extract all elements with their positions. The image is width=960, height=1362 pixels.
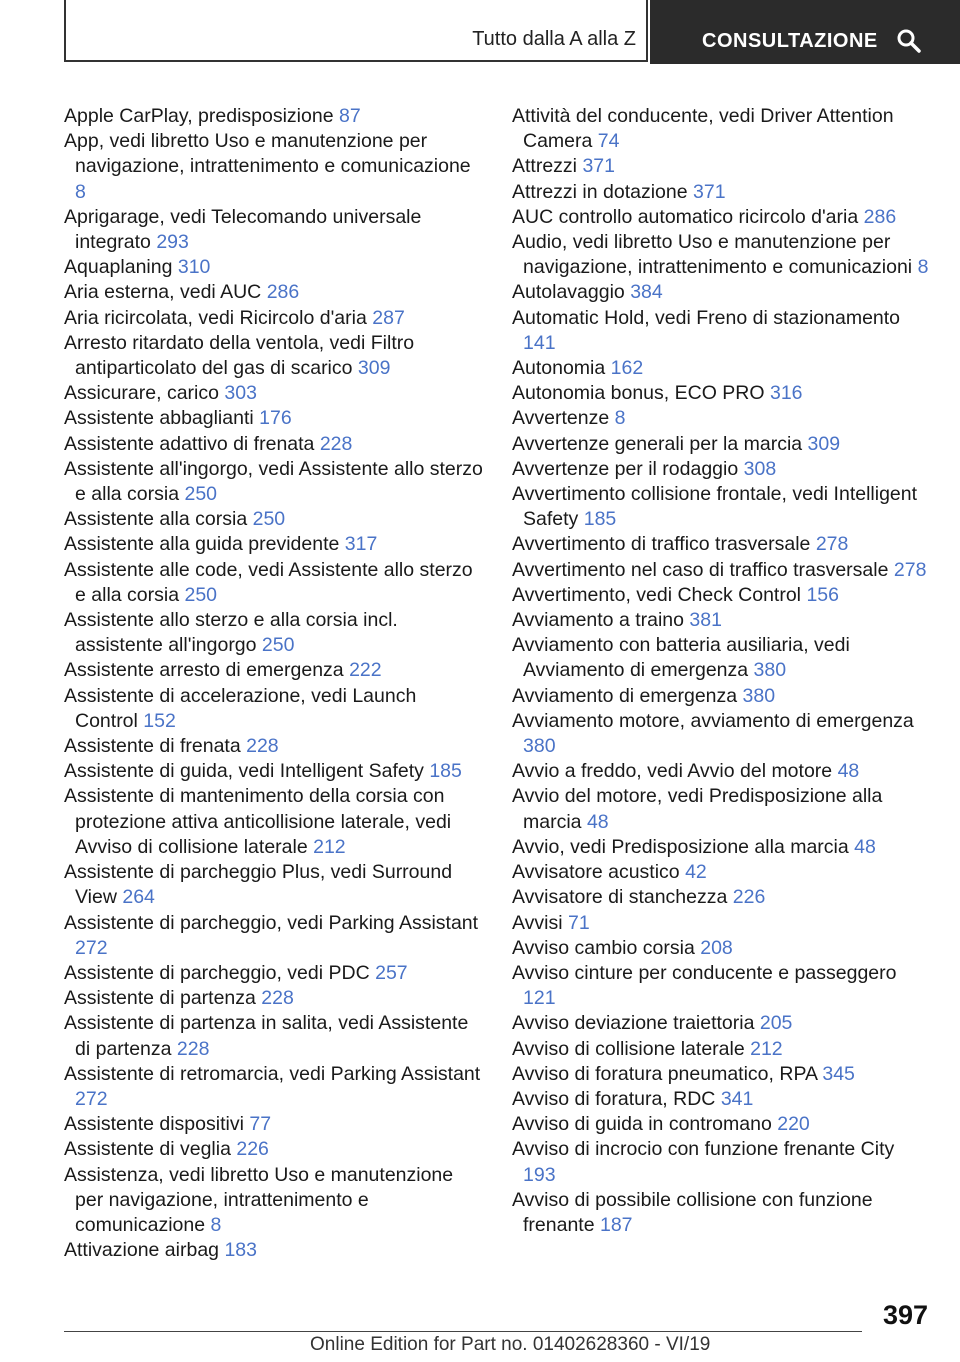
index-entry: [64, 381, 484, 406]
page-reference-link[interactable]: 278: [815, 533, 849, 556]
index-entry: [512, 230, 932, 280]
index-entry: [512, 709, 932, 759]
page-reference-link[interactable]: 384: [630, 281, 663, 304]
entry-term: Apple CarPlay, predisposizione: [64, 105, 334, 127]
entry-term: Assistente di veglia: [64, 1138, 231, 1161]
index-entry: [512, 583, 932, 608]
entry-term: Assistente alla corsia: [64, 508, 248, 531]
index-entry: [64, 684, 484, 734]
index-entry: [512, 936, 932, 961]
index-entry: [512, 356, 932, 381]
index-entry: [64, 558, 484, 608]
entry-term: Assistente alle code, vedi Assistente allo sterzo e alla corsia: [64, 558, 473, 606]
index-entry: [512, 1062, 932, 1087]
page-reference-link[interactable]: 293: [156, 231, 189, 254]
index-entry: [64, 432, 484, 457]
entry-term: Avvisatore di stanchezza: [512, 886, 728, 909]
index-entry: [64, 734, 484, 759]
page-reference-link[interactable]: 272: [75, 936, 108, 959]
entry-term: Avviso di possibile collisione con funzione frenante: [512, 1188, 873, 1236]
page-reference-link[interactable]: 380: [753, 659, 787, 682]
entry-term: Attività del conducente, vedi Driver Attention Camera: [512, 105, 894, 153]
entry-term: Avviso deviazione traiettoria: [512, 1012, 755, 1035]
page-reference-link[interactable]: 380: [742, 684, 776, 707]
entry-term: Assicurare, carico: [64, 382, 219, 405]
entry-term: Assistente all'ingorgo, vedi Assistente allo sterzo e alla corsia: [64, 457, 483, 506]
entry-term: Avvertimento di traffico trasversale: [512, 533, 811, 556]
entry-term: Assistente di parcheggio, vedi PDC: [64, 961, 370, 984]
index-entry: [64, 1238, 484, 1263]
entry-term: Assistente abbaglianti: [64, 407, 254, 430]
entry-term: Assistente di retromarcia, vedi Parking Assistant: [64, 1062, 481, 1085]
entry-term: Avvio, vedi Predisposizione alla marcia: [512, 835, 849, 858]
index-entry: [64, 1062, 484, 1112]
page-reference-link[interactable]: 71: [568, 911, 590, 934]
index-entry: [64, 1163, 484, 1239]
index-entry: [512, 558, 932, 583]
entry-term: Assistente di parcheggio, vedi Parking Assistant: [64, 911, 479, 934]
entry-term: Assistente di parcheggio Plus, vedi Surround View: [64, 861, 453, 909]
page-reference-link[interactable]: 185: [429, 760, 462, 783]
index-column-right: [512, 104, 932, 1238]
index-entry: [512, 432, 932, 457]
entry-term: Avvertenze: [512, 407, 610, 430]
page-reference-link[interactable]: 77: [249, 1113, 272, 1136]
entry-term: Avvio del motore, vedi Predisposizione alla marcia: [512, 785, 883, 833]
entry-term: Avvertenze generali per la marcia: [512, 432, 803, 455]
index-entry: [512, 835, 932, 860]
chapter-label: CONSULTAZIONE: [702, 30, 878, 52]
entry-term: Avviso cinture per conducente e passeggero: [512, 961, 897, 984]
index-entry: [64, 331, 484, 381]
page-reference-link[interactable]: 345: [822, 1062, 855, 1085]
page-reference-link[interactable]: 185: [583, 508, 617, 531]
entry-term: Assistente di guida, vedi Intelligent Safety: [64, 760, 424, 783]
page-reference-link[interactable]: 309: [807, 432, 841, 455]
chapter-tab[interactable]: [650, 0, 960, 64]
index-entry: [512, 784, 932, 834]
entry-term: Autolavaggio: [512, 281, 625, 304]
page-reference-link[interactable]: 316: [769, 382, 803, 405]
search-icon[interactable]: [896, 28, 922, 54]
index-entry: [64, 255, 484, 280]
entry-term: Assistente alla guida previdente: [64, 533, 340, 556]
entry-term: Autonomia: [512, 357, 606, 380]
entry-term: Assistente di partenza: [64, 987, 256, 1010]
index-entry: [64, 961, 484, 986]
page-reference-link[interactable]: 8: [614, 407, 626, 430]
page-reference-link[interactable]: 48: [586, 810, 609, 833]
index-entry: [64, 406, 484, 431]
page-reference-link[interactable]: 250: [184, 583, 218, 606]
entry-term: Avviamento motore, avviamento di emergenza: [512, 709, 914, 732]
page-reference-link[interactable]: 212: [750, 1037, 783, 1060]
index-entry: [512, 381, 932, 406]
index-entry: [64, 911, 484, 961]
index-entry: [64, 608, 484, 658]
page-reference-link[interactable]: 308: [743, 457, 777, 480]
index-entry: [512, 911, 932, 936]
index-entry: [64, 457, 484, 507]
page-reference-link[interactable]: 8: [75, 180, 86, 203]
page-reference-link[interactable]: 162: [610, 357, 644, 380]
page-reference-link[interactable]: 152: [143, 709, 176, 732]
index-entry: [64, 986, 484, 1011]
entry-term: Aria esterna, vedi AUC: [64, 281, 262, 304]
index-entry: [512, 860, 932, 885]
page-reference-link[interactable]: 121: [523, 987, 556, 1010]
page-reference-link[interactable]: 193: [523, 1163, 556, 1186]
page-reference-link[interactable]: 228: [176, 1037, 210, 1060]
page-reference-link[interactable]: 228: [261, 987, 294, 1010]
entry-term: Assistente adattivo di frenata: [64, 432, 315, 455]
page-reference-link[interactable]: 371: [582, 155, 615, 178]
index-entry: [64, 860, 484, 910]
page-reference-link[interactable]: 341: [720, 1087, 754, 1110]
entry-term: Assistente allo sterzo e alla corsia incl. assistente all'ingorgo: [64, 609, 398, 657]
entry-term: Avviamento con batteria ausiliaria, vedi Avviamento di emergenza: [512, 634, 850, 682]
entry-term: Avviso di collisione laterale: [512, 1037, 745, 1060]
entry-term: Aria ricircolata, vedi Ricircolo d'aria: [64, 306, 367, 329]
page-reference-link[interactable]: 303: [224, 382, 257, 405]
index-entry: [64, 532, 484, 557]
entry-term: Assistente di partenza in salita, vedi Assistente di partenza: [64, 1012, 469, 1060]
page-reference-link[interactable]: 278: [893, 558, 927, 581]
entry-term: Avvertimento, vedi Check Control: [512, 583, 802, 606]
index-entry: [64, 759, 484, 784]
index-entry: [64, 1112, 484, 1137]
entry-term: Assistenza, vedi libretto Uso e manutenzione per navigazione, intrattenimento e comunicazione: [64, 1163, 454, 1236]
index-entry: [512, 633, 932, 683]
page-reference-link[interactable]: 309: [357, 357, 391, 380]
index-entry: [512, 1188, 932, 1238]
entry-term: Avvertenze per il rodaggio: [512, 457, 739, 480]
edition-footer: Online Edition for Part no. 01402628360 - VI/19: [310, 1334, 711, 1355]
index-entry: [64, 1137, 484, 1162]
page-reference-link[interactable]: 250: [184, 483, 218, 506]
index-entry: [64, 129, 484, 205]
index-entry: [512, 961, 932, 1011]
index-entry: [64, 280, 484, 305]
page-reference-link[interactable]: 371: [693, 180, 726, 203]
page-reference-link[interactable]: 183: [224, 1239, 257, 1262]
page-reference-link[interactable]: 228: [319, 432, 353, 455]
footer-divider: [64, 1331, 862, 1332]
index-entry: [512, 885, 932, 910]
page-reference-link[interactable]: 141: [523, 331, 556, 354]
page-reference-link[interactable]: 48: [837, 760, 860, 783]
index-entry: [512, 759, 932, 784]
page-reference-link[interactable]: 87: [338, 105, 361, 127]
page-reference-link[interactable]: 380: [523, 735, 556, 758]
page-reference-link[interactable]: 272: [75, 1087, 108, 1110]
page-reference-link[interactable]: 381: [689, 609, 722, 632]
section-tab: [64, 0, 648, 62]
page-reference-link[interactable]: 257: [375, 961, 408, 984]
entry-term: Avviso cambio corsia: [512, 936, 695, 959]
index-entry: [512, 1037, 932, 1062]
page-reference-link[interactable]: 250: [252, 508, 286, 531]
page-reference-link[interactable]: 226: [732, 886, 766, 909]
entry-term: Automatic Hold, vedi Freno di stazionamento: [512, 306, 901, 329]
page-reference-link[interactable]: 176: [259, 407, 292, 430]
index-entry: [512, 684, 932, 709]
entry-term: Attivazione airbag: [64, 1239, 220, 1262]
page-reference-link[interactable]: 287: [372, 306, 405, 329]
entry-term: Assistente di frenata: [64, 735, 241, 758]
entry-term: Autonomia bonus, ECO PRO: [512, 382, 765, 405]
index-entry: [512, 104, 932, 154]
index-entry: [512, 180, 932, 205]
entry-term: Avvisatore acustico: [512, 861, 680, 884]
page-reference-link[interactable]: 220: [777, 1113, 810, 1136]
index-entry: [64, 306, 484, 331]
entry-term: Avvisi: [512, 911, 563, 934]
index-entry: [64, 1011, 484, 1061]
entry-term: Avvertimento nel caso di traffico trasversale: [512, 558, 889, 581]
page-reference-link[interactable]: 264: [122, 886, 155, 909]
page-reference-link[interactable]: 48: [854, 835, 876, 858]
index-entry: [512, 406, 932, 431]
index-entry: [512, 280, 932, 305]
entry-term: Assistente di mantenimento della corsia con protezione attiva anticollisione laterale, vedi Avviso di collisione laterale: [64, 785, 452, 858]
page-reference-link[interactable]: 208: [700, 936, 733, 959]
index-entry: [512, 154, 932, 179]
entry-term: Avviamento a traino: [512, 609, 684, 632]
index-entry: [512, 306, 932, 356]
index-entry: [512, 532, 932, 557]
entry-term: Avvertimento collisione frontale, vedi Intelligent Safety: [512, 483, 918, 531]
page-reference-link[interactable]: 8: [917, 256, 929, 279]
entry-term: Assistente arresto di emergenza: [64, 659, 344, 682]
page-reference-link[interactable]: 156: [806, 583, 839, 606]
index-entry: [64, 658, 484, 683]
page-reference-link[interactable]: 8: [210, 1213, 222, 1236]
index-entry: [512, 482, 932, 532]
page-reference-link[interactable]: 250: [261, 634, 295, 657]
page-reference-link[interactable]: 310: [177, 256, 211, 279]
entry-term: Attrezzi: [512, 155, 578, 178]
index-entry: [512, 457, 932, 482]
entry-term: Avviso di guida in contromano: [512, 1113, 772, 1136]
entry-term: Avvio a freddo, vedi Avvio del motore: [512, 760, 833, 783]
page-reference-link[interactable]: 74: [597, 130, 620, 153]
index-entry: [512, 608, 932, 633]
page-reference-link[interactable]: 286: [266, 281, 300, 304]
page-reference-link[interactable]: 42: [685, 861, 707, 884]
index-entry: [512, 1011, 932, 1036]
page-reference-link[interactable]: 205: [759, 1012, 793, 1035]
page-reference-link[interactable]: 226: [236, 1138, 269, 1161]
index-entry: [64, 784, 484, 860]
entry-term: Aprigarage, vedi Telecomando universale integrato: [64, 205, 422, 254]
entry-term: Audio, vedi libretto Uso e manutenzione per navigazione, intrattenimento e comunicazioni: [512, 231, 913, 279]
index-column-left: [64, 104, 484, 1263]
entry-term: Attrezzi in dotazione: [512, 180, 688, 203]
page-reference-link[interactable]: 286: [863, 205, 897, 228]
entry-term: Aquaplaning: [64, 256, 173, 279]
index-entry: [512, 205, 932, 230]
index-entry: [512, 1087, 932, 1112]
page-reference-link[interactable]: 212: [313, 835, 346, 858]
page-header: [64, 0, 960, 64]
entry-term: Avviamento di emergenza: [512, 684, 738, 707]
section-label: Tutto dalla A alla Z: [472, 28, 636, 50]
entry-term: Avviso di foratura, RDC: [512, 1087, 716, 1110]
entry-term: App, vedi libretto Uso e manutenzione per navigazione, intrattenimento e comunicazione: [64, 130, 471, 178]
entry-term: AUC controllo automatico ricircolo d'aria: [512, 205, 859, 228]
entry-term: Assistente dispositivi: [64, 1113, 244, 1136]
page-reference-link[interactable]: 222: [349, 659, 382, 682]
index-entry: [512, 1112, 932, 1137]
entry-term: Assistente di accelerazione, vedi Launch Control: [64, 684, 417, 732]
page-reference-link[interactable]: 317: [344, 533, 378, 556]
entry-term: Avviso di incrocio con funzione frenante City: [512, 1138, 895, 1161]
index-entry: [512, 1137, 932, 1187]
page-number: 397: [882, 1300, 928, 1330]
index-entry: [64, 507, 484, 532]
page-reference-link[interactable]: 228: [246, 735, 279, 758]
page-reference-link[interactable]: 187: [599, 1213, 633, 1236]
entry-term: Arresto ritardato della ventola, vedi Filtro antiparticolato del gas di scarico: [64, 331, 415, 380]
index-entry: [64, 104, 484, 129]
entry-term: Avviso di foratura pneumatico, RPA: [512, 1062, 817, 1085]
index-entry: [64, 205, 484, 255]
